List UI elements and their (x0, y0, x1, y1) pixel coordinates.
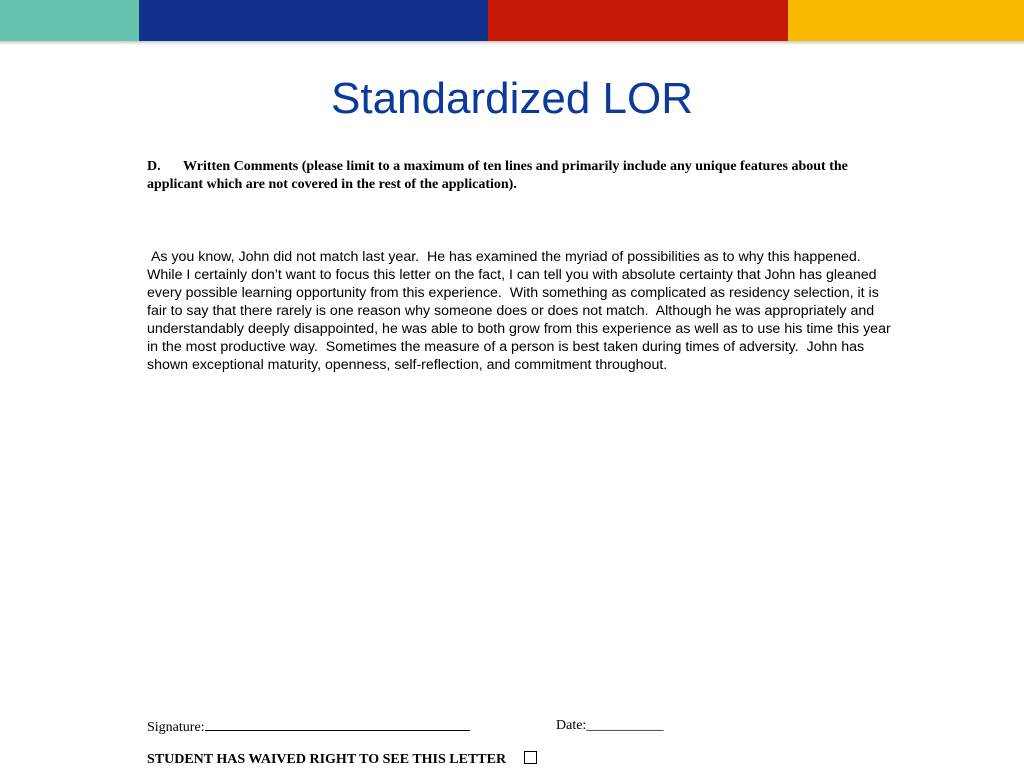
written-comments-text: As you know, John did not match last year. He has examined the myriad of possibilities as to why this happened. While I certainly don’t want to focus this letter on the fact, I can tell you with absolute certainty that John has gleaned every possible learning opportunity from this experience. With something as complicated as residency selection, it is fair to say that there rarely is one reason why someone does or does not match. Although he was appropriately and understandably deeply disappointed, he was able to both grow from this experience as well as to use his time this year in the most productive way. Sometimes the measure of a person is best taken during times of adversity. John has shown exceptional maturity, openness, self-reflection, and commitment throughout. (147, 249, 895, 373)
band-segment-navy (139, 0, 488, 41)
waiver-text: STUDENT HAS WAIVED RIGHT TO SEE THIS LETTER (147, 752, 507, 767)
section-letter: D. (147, 159, 161, 174)
slide-title: Standardized LOR (331, 74, 693, 123)
band-segment-red (488, 0, 788, 41)
band-segment-teal (0, 0, 139, 41)
date-field (556, 717, 663, 735)
date-blank: ___________ (586, 718, 664, 733)
signature-label: Signature: (147, 720, 205, 735)
signature-line (205, 717, 470, 731)
top-color-band (0, 0, 1024, 41)
section-heading-text: Written Comments (please limit to a maximum of ten lines and primarily include any unique features about the applicant which are not covered in the rest of the application). (147, 159, 848, 192)
section-heading (147, 158, 877, 194)
date-label: Date: (556, 718, 587, 733)
signature-row (147, 717, 847, 737)
band-segment-gold (788, 0, 1024, 41)
waiver-checkbox[interactable] (524, 751, 537, 764)
waiver-row (147, 751, 847, 768)
band-shadow (0, 41, 1024, 45)
